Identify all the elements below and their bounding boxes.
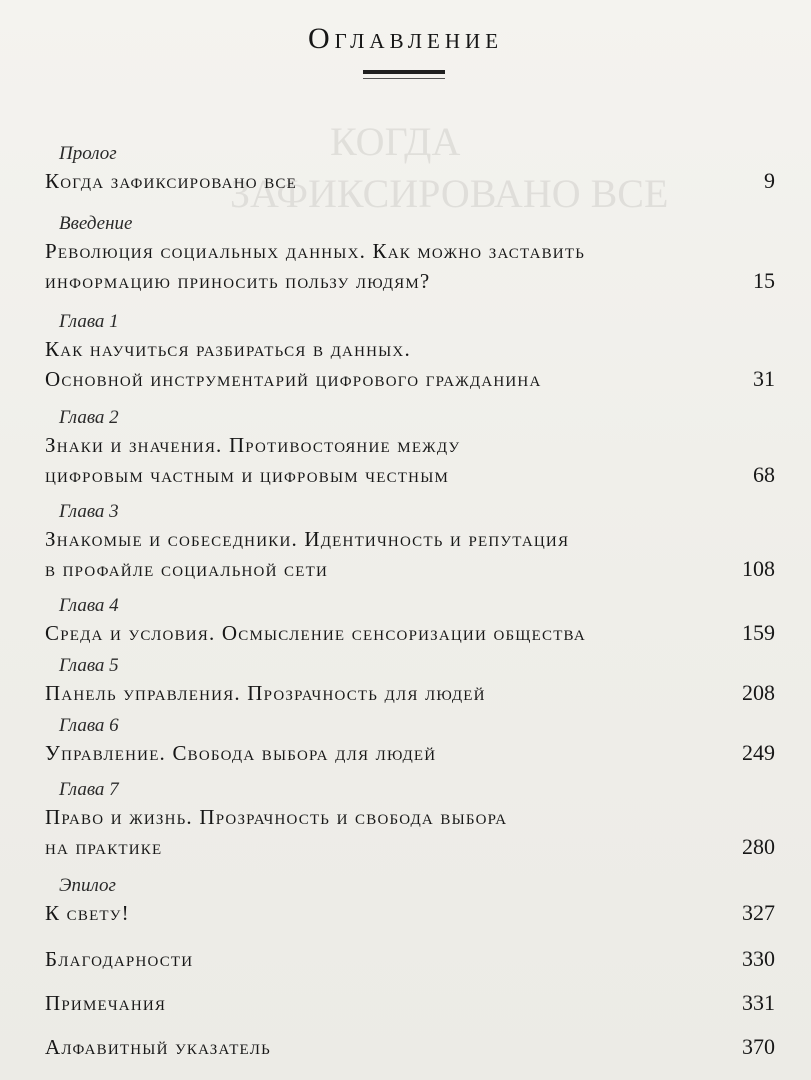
toc-entry-title-line: информацию приносить пользу людям? [45, 269, 431, 293]
toc-entry-label: Глава 6 [59, 715, 119, 736]
toc-entry-label: Глава 3 [59, 501, 119, 522]
toc-entry [45, 500, 775, 584]
title-rule [363, 70, 445, 74]
toc-entry-page-number: 327 [742, 900, 775, 925]
toc-entry-label: Введение [59, 213, 133, 234]
toc-entry-title-line: в профайле социальной сети [45, 557, 329, 581]
toc-entry-page-number: 9 [764, 168, 775, 193]
toc-entry-label: Эпилог [59, 875, 116, 896]
book-page: КОГДА ЗАФИКСИРОВАНО ВСЕ Оглавление Пролог Когда зафиксировано все 9 Введение Революция социальных данных. Как можно заставить информацию приносить пользу людям? 15 Глава 1 Как научиться разбираться в данных. Основной инструментарий цифрового гражданина 31 Глава 2 Знаки и значения. Противостояние между цифровым частным и цифровым честным 68 Глава 3 Знакомые и собеседники. Идентичность и репутация в профайле социальной сети 108 Глава 4 Среда и условия. Осмысление сенсоризации общества 159 Глава 5 Панель управления. Прозрачность для людей 208 Глава 6 Управление. Свобода выбора для людей 249 Глава 7 Право и жизнь. Прозрачность и свобода выбора на практике 280 Эпилог К свету! 327 Благодарности 330 Примечания 331 Алфавитный указатель 370 [0, 0, 811, 1080]
toc-entry-title-line: Примечания [45, 991, 167, 1015]
toc-entry-title-line: Основной инструментарий цифрового гражданина [45, 367, 542, 391]
toc-entry-title-line: К свету! [45, 901, 130, 925]
toc-entry-page-number: 280 [742, 834, 775, 859]
toc-entry-title-line: Благодарности [45, 947, 194, 971]
toc-entry-label: Пролог [59, 143, 117, 164]
toc-entry-page-number: 370 [742, 1034, 775, 1059]
toc-entry-page-number: 331 [742, 990, 775, 1015]
toc-entry-label: Глава 2 [59, 407, 119, 428]
toc-entry [45, 988, 775, 1018]
toc-entry [45, 142, 775, 196]
toc-entry-title-line: Среда и условия. Осмысление сенсоризации общества [45, 621, 586, 645]
toc-entry-title-line: Управление. Свобода выбора для людей [45, 741, 437, 765]
toc-entry [45, 594, 775, 648]
toc-entry-title-line: Алфавитный указатель [45, 1035, 271, 1059]
toc-entry-page-number: 330 [742, 946, 775, 971]
toc-entry [45, 1032, 775, 1062]
toc-entry [45, 944, 775, 974]
toc-entry-title-line: Революция социальных данных. Как можно заставить [45, 239, 586, 263]
toc-entry-page-number: 159 [742, 620, 775, 645]
toc-entry-title-line: Знакомые и собеседники. Идентичность и репутация [45, 527, 570, 551]
toc-entry [45, 874, 775, 928]
toc-entry [45, 714, 775, 768]
toc-entry-title-line: на практике [45, 835, 163, 859]
toc-entry-title-line: цифровым частным и цифровым честным [45, 463, 450, 487]
toc-entry [45, 212, 775, 296]
toc-entry-title-line: Право и жизнь. Прозрачность и свобода выбора [45, 805, 508, 829]
toc-entry-title-line: Как научиться разбираться в данных. [45, 337, 411, 361]
toc-entry-page-number: 108 [742, 556, 775, 581]
toc-entry-label: Глава 4 [59, 595, 119, 616]
toc-entry-title-line: Панель управления. Прозрачность для людей [45, 681, 486, 705]
toc-entry [45, 654, 775, 708]
toc-entry-label: Глава 5 [59, 655, 119, 676]
toc-entry-title-line: Знаки и значения. Противостояние между [45, 433, 461, 457]
title-rule-thin [363, 78, 445, 79]
table-of-contents [45, 142, 775, 1062]
toc-entry [45, 310, 775, 394]
toc-entry-page-number: 31 [753, 366, 775, 391]
toc-entry-label: Глава 7 [59, 779, 119, 800]
toc-entry-page-number: 208 [742, 680, 775, 705]
toc-entry [45, 778, 775, 862]
toc-entry-page-number: 68 [753, 462, 775, 487]
toc-entry-title-line: Когда зафиксировано все [45, 169, 297, 193]
toc-entry-label: Глава 1 [59, 311, 119, 332]
toc-entry [45, 406, 775, 490]
page-title: Оглавление [307, 22, 504, 55]
toc-entry-page-number: 249 [742, 740, 775, 765]
toc-entry-page-number: 15 [753, 268, 775, 293]
